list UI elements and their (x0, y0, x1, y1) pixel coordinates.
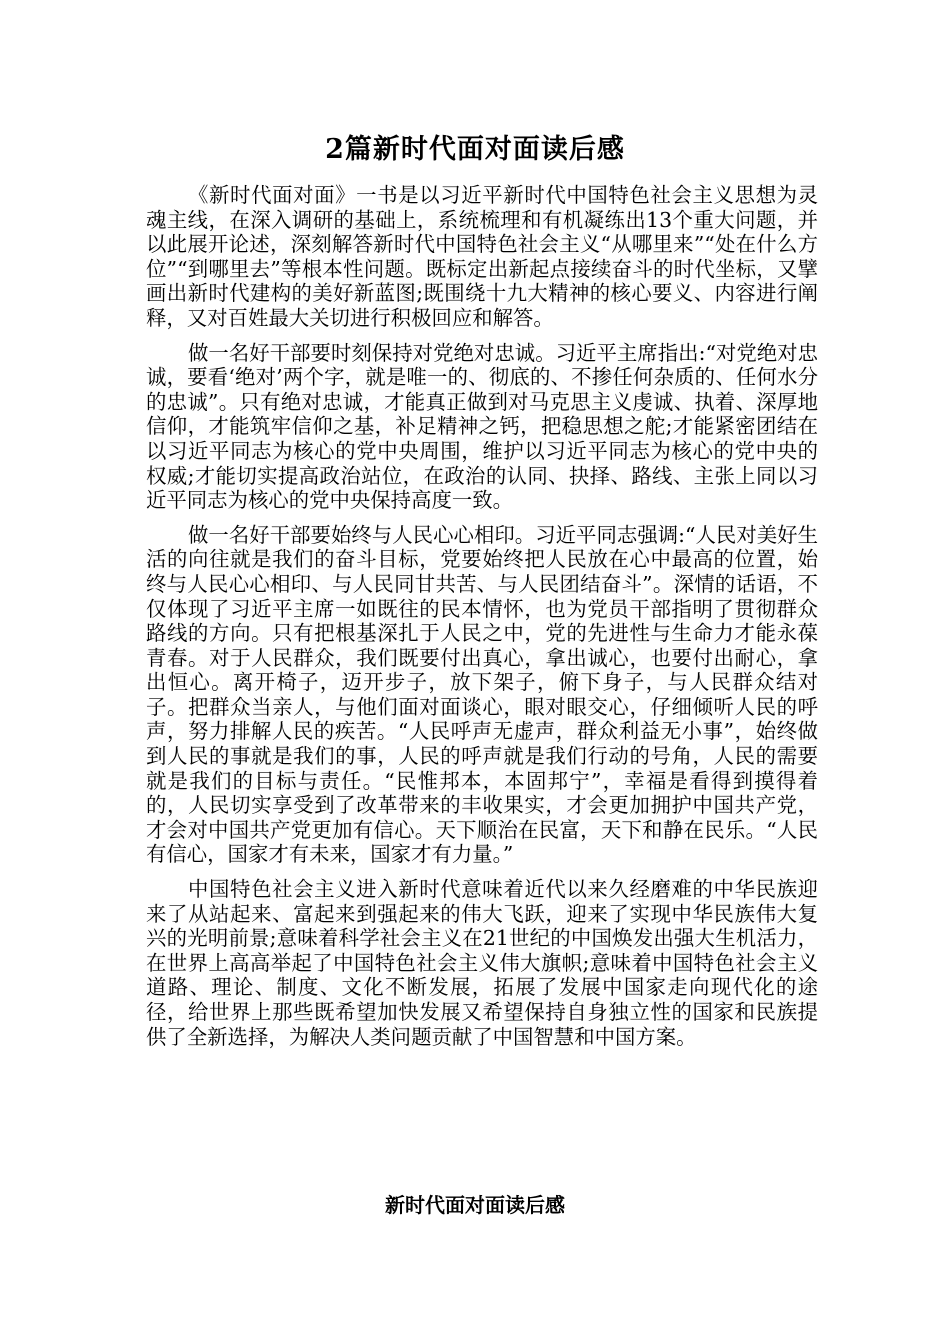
paragraph-intro: 《新时代面对面》一书是以习近平新时代中国特色社会主义思想为灵魂主线，在深入调研的基础上，系统梳理和有机凝练出13个重大问题，并以此展开论述，深刻解答新时代中国特色社会主义“从哪里来”“处在什么方位”“到哪里去”等根本性问题。既标定出新起点接续奋斗的时代坐标，又擘画出新时代建构的美好新蓝图;既围绕十九大精神的核心要义、内容进行阐释，又对百姓最大关切进行积极回应和解答。 (146, 183, 818, 330)
paragraph-loyalty: 做一名好干部要时刻保持对党绝对忠诚。习近平主席指出:“对党绝对忠诚，要看‘绝对’两个字，就是唯一的、彻底的、不掺任何杂质的、任何水分的忠诚”。只有绝对忠诚，才能真正做到对马克思主义虔诚、执着、深厚地信仰，才能筑牢信仰之基，补足精神之钙，把稳思想之舵;才能紧密团结在以习近平同志为核心的党中央周围，维护以习近平同志为核心的党中央的权威;才能切实提高政治站位，在政治的认同、抉择、路线、主张上同以习近平同志为核心的党中央保持高度一致。 (146, 340, 818, 513)
paragraph-people: 做一名好干部要始终与人民心心相印。习近平同志强调:“人民对美好生活的向往就是我们的奋斗目标，党要始终把人民放在心中最高的位置，始终与人民心心相印、与人民同甘共苦、与人民团结奋斗”。深情的话语，不仅体现了习近平主席一如既往的民本情怀，也为党员干部指明了贯彻群众路线的方向。只有把根基深扎于人民之中，党的先进性与生命力才能永葆青春。对于人民群众，我们既要付出真心，拿出诚心，也要付出耐心，拿出恒心。离开椅子，迈开步子，放下架子，俯下身子，与人民群众结对子。把群众当亲人，与他们面对面谈心，眼对眼交心，仔细倾听人民的呼声，努力排解人民的疾苦。“人民呼声无虚声，群众利益无小事”，始终做到人民的事就是我们的事，人民的呼声就是我们行动的号角，人民的需要就是我们的目标与责任。“民惟邦本，本固邦宁”，幸福是看得到摸得着的，人民切实享受到了改革带来的丰收果实，才会更加拥护中国共产党，才会对中国共产党更加有信心。天下顺治在民富，天下和静在民乐。“人民有信心，国家才有未来，国家才有力量。” (146, 522, 818, 867)
section-heading: 新时代面对面读后感 (385, 1193, 565, 1217)
document-body (146, 183, 818, 1059)
document-title: 2篇新时代面对面读后感 (325, 134, 625, 165)
paragraph-new-era: 中国特色社会主义进入新时代意味着近代以来久经磨难的中华民族迎来了从站起来、富起来到强起来的伟大飞跃，迎来了实现中华民族伟大复兴的光明前景;意味着科学社会主义在21世纪的中国焕发出强大生机活力，在世界上高高举起了中国特色社会主义伟大旗帜;意味着中国特色社会主义道路、理论、制度、文化不断发展，拓展了发展中国家走向现代化的途径，给世界上那些既希望加快发展又希望保持自身独立性的国家和民族提供了全新选择，为解决人类问题贡献了中国智慧和中国方案。 (146, 877, 818, 1049)
